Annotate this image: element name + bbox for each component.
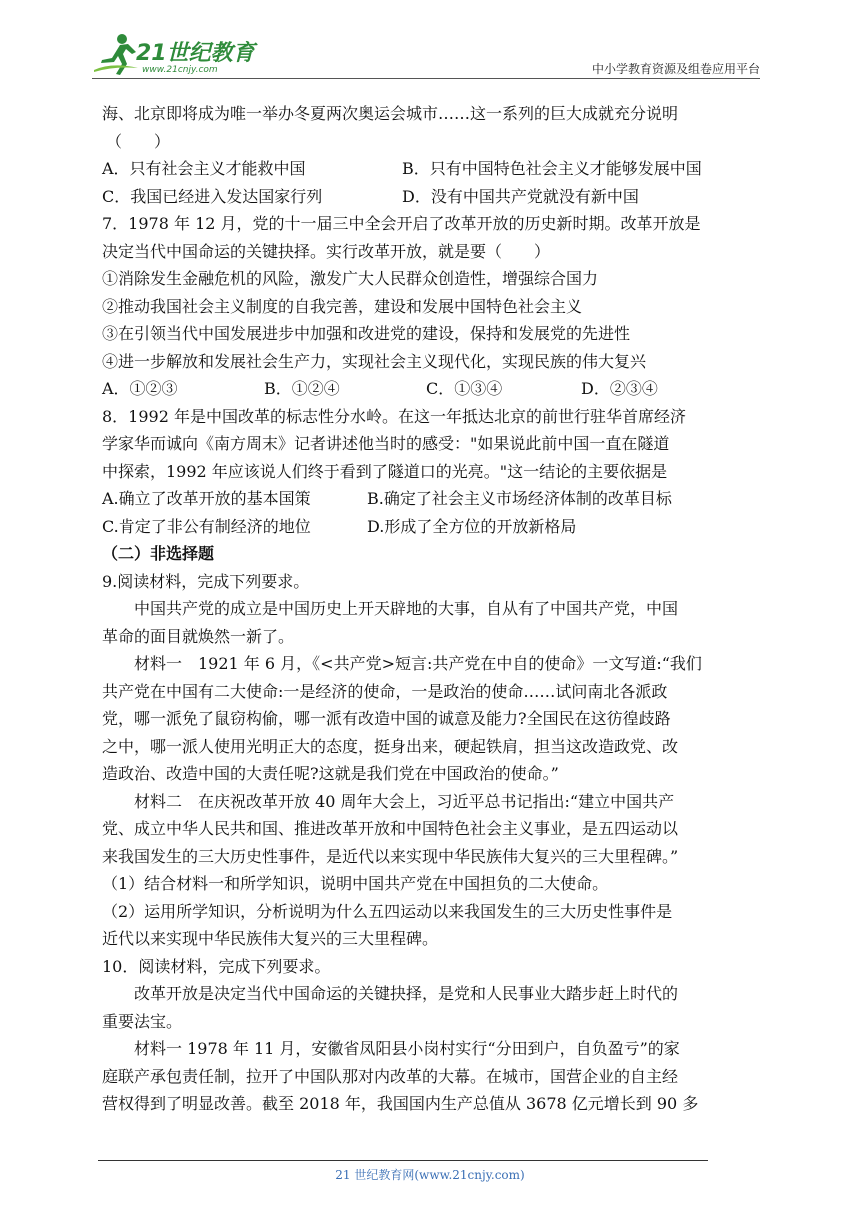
q8-option-b: B.确定了社会主义市场经济体制的改革目标	[367, 489, 672, 508]
section-heading: （二）非选择题	[102, 544, 215, 563]
q9-material1-3: 党，哪一派免了鼠窃构偷，哪一派有改造中国的诚意及能力?全国民在这彷徨歧路	[102, 709, 671, 728]
q9-requirement-1: （1）结合材料一和所学知识，说明中国共产党在中国担负的二大使命。	[102, 874, 609, 893]
q9-material1-5: 造政治、改造中国的大责任呢?这就是我们党在中国政治的使命。”	[102, 764, 559, 783]
q9-requirement-2b: 近代以来实现中华民族伟大复兴的三大里程碑。	[102, 929, 439, 948]
q7-statement-3: ③在引领当代中国发展进步中加强和改进党的建设，保持和发展党的先进性	[102, 324, 631, 343]
q8-option-d: D.形成了全方位的开放新格局	[367, 516, 577, 536]
q7-options	[102, 375, 762, 403]
q7-option-d: D．②③④	[581, 379, 658, 398]
q10-title: 10．阅读材料，完成下列要求。	[102, 956, 331, 976]
q6-option-d: D．没有中国共产党就没有新中国	[402, 186, 639, 206]
q7-option-a: A．①②③	[102, 379, 178, 398]
footer-divider	[98, 1160, 708, 1161]
q6-options-row1	[102, 155, 762, 183]
q10-intro-1: 改革开放是决定当代中国命运的关键抉择，是党和人民事业大踏步赶上时代的	[134, 984, 679, 1003]
q7-statement-1: ①消除发生金融危机的风险，激发广大人民群众创造性，增强综合国力	[102, 269, 599, 288]
logo-text: 21世纪教育	[136, 41, 255, 66]
q9-material2-2: 党、成立中华人民共和国、推进改革开放和中国特色社会主义事业，是五四运动以	[102, 819, 679, 838]
q7-line1: 7．1978 年 12 月，党的十一届三中全会开启了改革开放的历史新时期。改革开放是	[102, 214, 701, 233]
q8-line1: 8．1992 年是中国改革的标志性分水岭。在这一年抵达北京的前世行驻华首席经济	[102, 406, 686, 426]
q9-requirement-2a: （2）运用所学知识，分析说明为什么五四运动以来我国发生的三大历史性事件是	[102, 901, 673, 921]
q7-statement-4: ④进一步解放和发展社会生产力，实现社会主义现代化，实现民族的伟大复兴	[102, 351, 647, 371]
q6-option-a: A．只有社会主义才能救中国	[102, 159, 306, 178]
q8-options-row1	[102, 485, 762, 513]
footer-link[interactable]: 21 世纪教育网(www.21cnjy.com)	[335, 1168, 525, 1182]
logo-url: www.21cnjy.com	[142, 65, 218, 75]
q9-title: 9.阅读材料，完成下列要求。	[102, 571, 310, 591]
q6-option-b: B．只有中国特色社会主义才能够发展中国	[402, 159, 702, 178]
q7-line2: 决定当代中国命运的关键抉择。实行改革开放，就是要（ ）	[102, 241, 551, 261]
q8-line2: 学家华而诚向《南方周末》记者讲述他当时的感受："如果说此前中国一直在隧道	[102, 434, 670, 453]
q10-material1-1: 材料一 1978 年 11 月，安徽省凤阳县小岗村实行“分田到户，自负盈亏”的家	[134, 1039, 680, 1058]
logo	[92, 30, 262, 78]
q7-statement-2: ②推动我国社会主义制度的自我完善，建设和发展中国特色社会主义	[102, 296, 583, 316]
q9-material2-3: 来我国发生的三大历史性事件，是近代以来实现中华民族伟大复兴的三大里程碑。”	[102, 846, 679, 866]
page-header	[92, 30, 760, 80]
q6-option-c: C．我国已经进入发达国家行列	[102, 186, 323, 206]
header-divider	[92, 78, 760, 79]
runner-logo-icon	[92, 32, 140, 78]
q8-option-a: A.确立了改革开放的基本国策	[102, 489, 311, 508]
q9-intro-2: 革命的面目就焕然一新了。	[102, 626, 295, 646]
q9-material2-1: 材料二 在庆祝改革开放 40 周年大会上，习近平总书记指出:“建立中国共产	[134, 791, 675, 811]
q8-line3: 中探索，1992 年应该说人们终于看到了隧道口的光亮。"这一结论的主要依据是	[102, 461, 668, 481]
q6-blank: （ ）	[106, 131, 171, 151]
q7-option-b: B．①②④	[264, 379, 340, 398]
q8-option-c: C.肯定了非公有制经济的地位	[102, 516, 311, 536]
platform-title: 中小学教育资源及组卷应用平台	[591, 62, 760, 76]
q9-material1-1: 材料一 1921 年 6 月，《<共产党>短言:共产党在中自的使命》一文写道:“我们	[134, 654, 702, 673]
document-body	[102, 100, 762, 1118]
q10-intro-2: 重要法宝。	[102, 1011, 183, 1031]
q10-material1-2: 庭联产承包责任制，拉开了中国队那对内改革的大幕。在城市，国营企业的自主经	[102, 1066, 679, 1086]
q9-material1-2: 共产党在中国有二大使命:一是经济的使命，一是政治的使命……试问南北各派政	[102, 681, 668, 701]
q10-material1-3: 营权得到了明显改善。截至 2018 年，我国国内生产总值从 3678 亿元增长到 90 多	[102, 1094, 699, 1113]
q9-material1-4: 之中，哪一派人使用光明正大的态度，挺身出来，硬起铁肩，担当这改造政党、改	[102, 736, 679, 756]
q6-options-row2	[102, 183, 762, 211]
q8-options-row2	[102, 513, 762, 541]
q6-line1: 海、北京即将成为唯一举办冬夏两次奥运会城市……这一系列的巨大成就充分说明	[102, 104, 679, 123]
q9-intro-1: 中国共产党的成立是中国历史上开天辟地的大事，自从有了中国共产党，中国	[134, 599, 679, 618]
q7-option-c: C．①③④	[426, 379, 503, 398]
